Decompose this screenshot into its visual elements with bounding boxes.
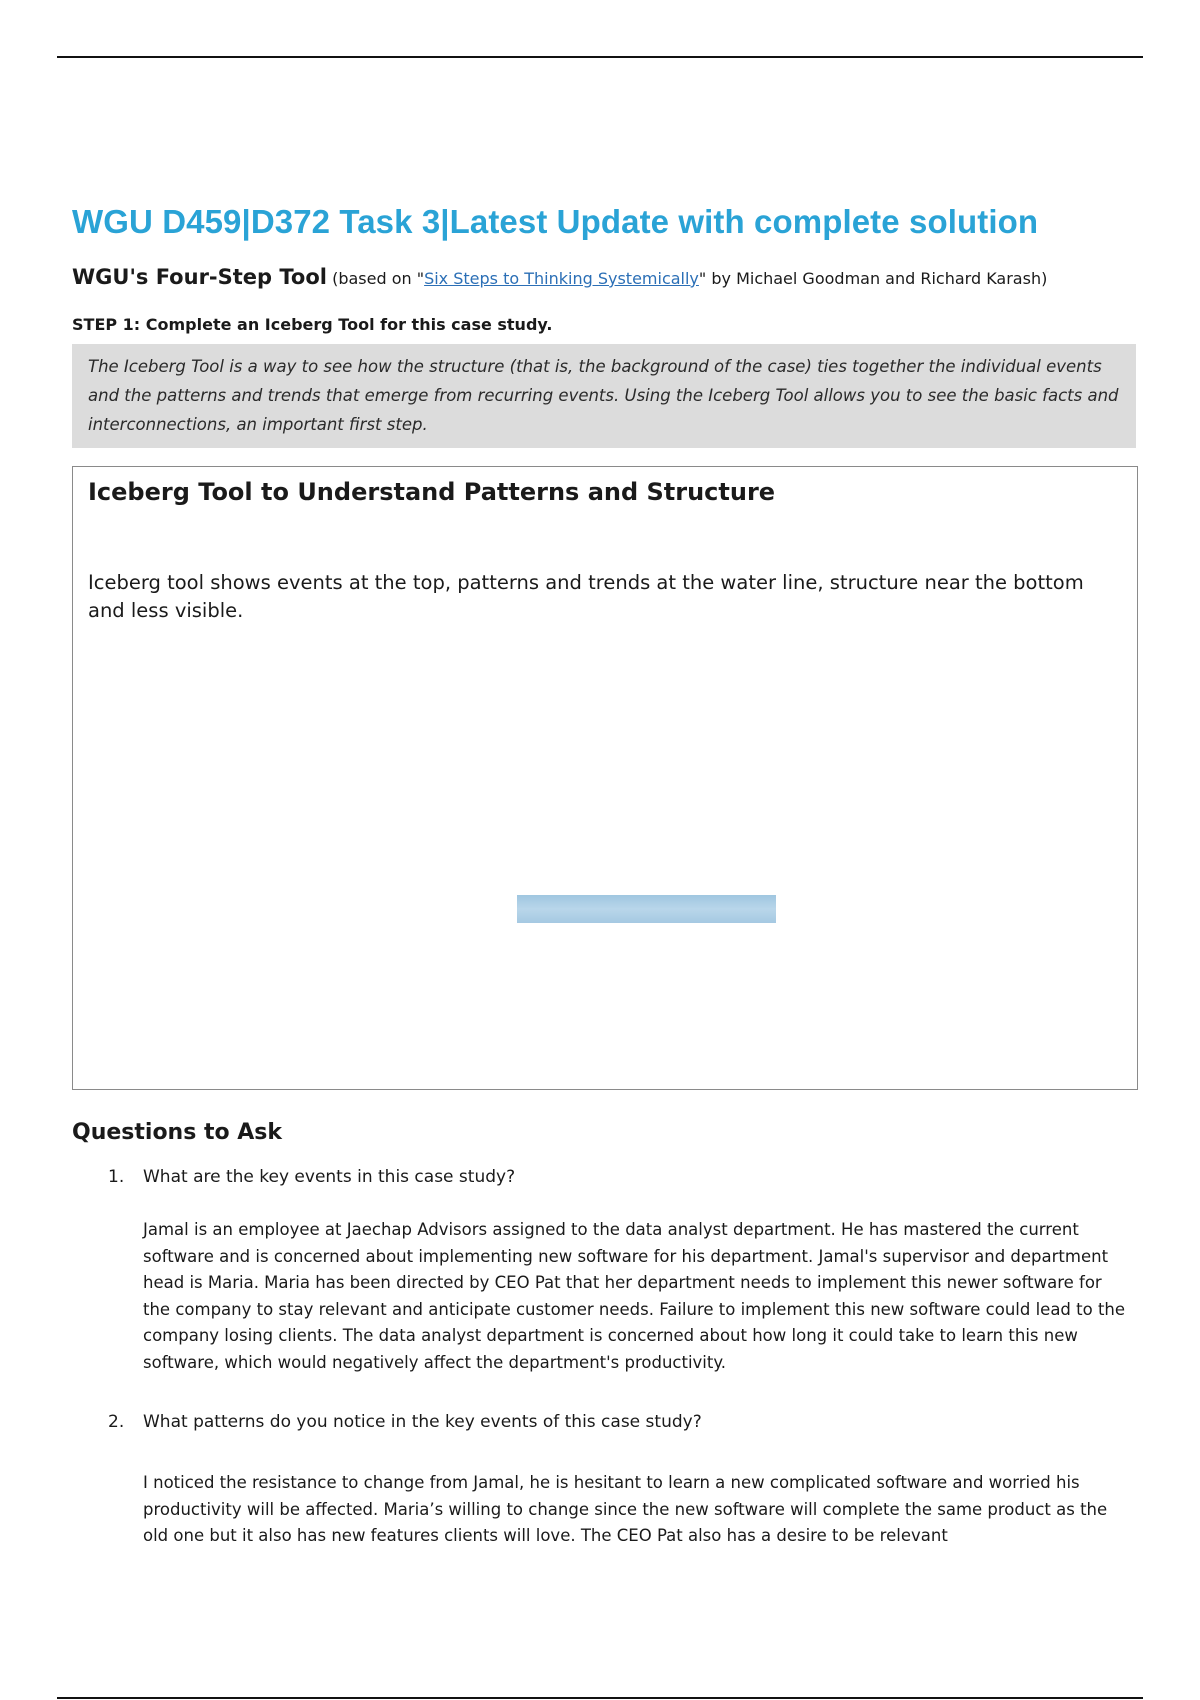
subtitle-prefix: (based on " [332,269,425,288]
question-2-text: What patterns do you notice in the key events of this case study? [143,1412,702,1432]
question-1-text: What are the key events in this case study? [143,1167,516,1187]
tool-name: WGU's Four-Step Tool [72,265,327,289]
iceberg-box-description: Iceberg tool shows events at the top, patterns and trends at the water line, structure near the bottom and less visible. [88,571,1084,622]
step-1-heading: STEP 1: Complete an Iceberg Tool for this case study. [72,315,553,334]
answer-2-text: I noticed the resistance to change from Jamal, he is hesitant to learn a new complicated software and worried his productivity will be affected. Maria’s willing to change since the new software will complete the same product as the old one but it also has new features clients will love. The CEO Pat also has a desire to be relevant [143,1473,1108,1545]
subtitle [72,265,1047,289]
six-steps-link[interactable]: Six Steps to Thinking Systemically [424,269,699,288]
iceberg-box-heading: Iceberg Tool to Understand Patterns and Structure [88,478,776,506]
callout-text: The Iceberg Tool is a way to see how the structure (that is, the background of the case) ties together the individual events and the patterns and trends that emerge from recurring events. Using the Iceberg Tool allows you to see the basic facts and interconnections, an important first step. [88,357,1119,434]
iceberg-callout [72,344,1136,448]
question-1-number: 1. [108,1167,125,1187]
subtitle-suffix: " by Michael Goodman and Richard Karash) [698,269,1048,288]
question-2-number: 2. [108,1412,125,1432]
top-rule [57,56,1143,58]
questions-heading: Questions to Ask [72,1120,283,1145]
bottom-rule [57,1697,1143,1699]
answer-1-text: Jamal is an employee at Jaechap Advisors assigned to the data analyst department. He has mastered the current software and is concerned about implementing new software for his department. Jamal's supervisor and department head is Maria. Maria has been directed by CEO Pat that her department needs to implement this newer software for the company to stay relevant and anticipate customer needs. Failure to implement this new software could lead to the company losing clients. The data analyst department is concerned about how long it could take to learn this new software, which would negatively affect the department's productivity. [143,1220,1126,1372]
iceberg-tool-box [72,466,1138,1090]
water-line-bar [517,895,776,923]
document-title: WGU D459|D372 Task 3|Latest Update with complete solution [72,203,1039,240]
